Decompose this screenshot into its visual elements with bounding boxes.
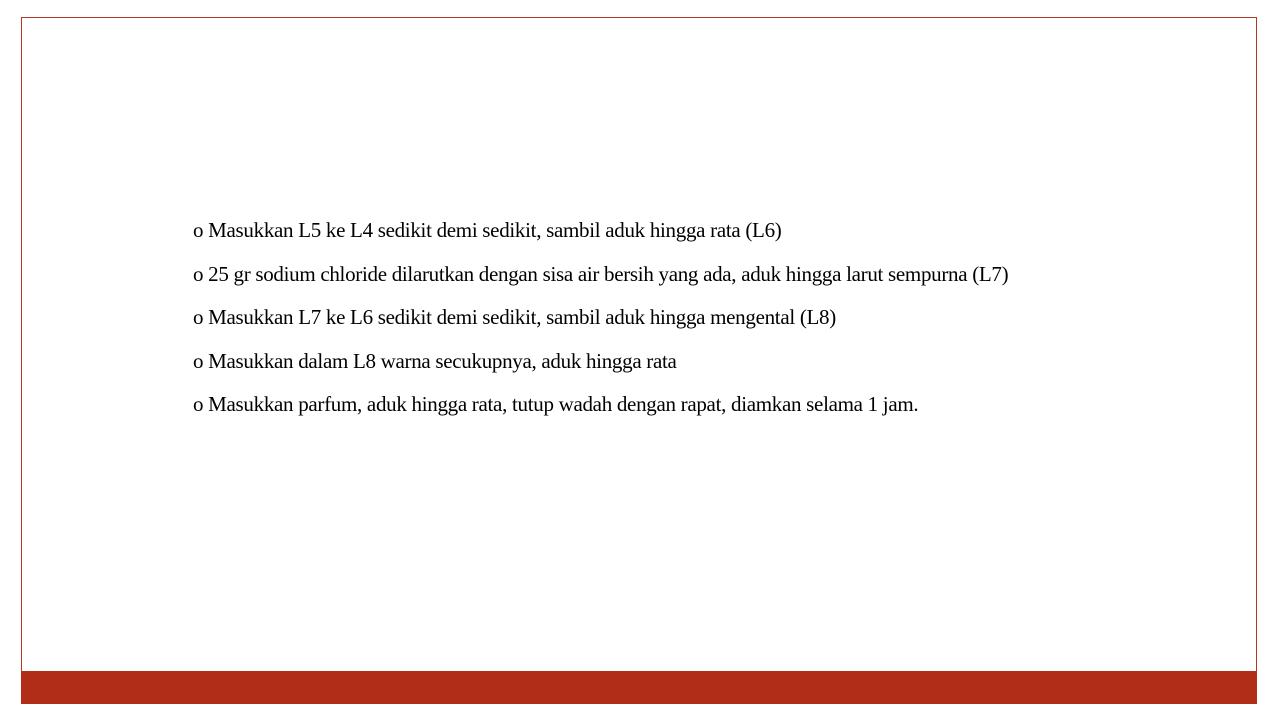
bullet-list (193, 209, 1095, 427)
bullet-item (193, 253, 1095, 297)
bullet-marker: o (193, 392, 204, 416)
bullet-item (193, 340, 1095, 384)
bullet-text: Masukkan L7 ke L6 sedikit demi sedikit, sambil aduk hingga mengental (L8) (208, 305, 836, 329)
bullet-marker: o (193, 218, 204, 242)
bullet-marker: o (193, 261, 204, 286)
bullet-text: Masukkan parfum, aduk hingga rata, tutup wadah dengan rapat, diamkan selama 1 jam. (208, 392, 919, 416)
bullet-text: Masukkan dalam L8 warna secukupnya, aduk hingga rata (208, 348, 677, 373)
bullet-marker: o (193, 348, 204, 373)
bullet-item (193, 383, 1095, 427)
bullet-item (193, 296, 1095, 340)
bullet-marker: o (193, 305, 204, 329)
footer-accent-bar (21, 671, 1257, 704)
bullet-item (193, 209, 1095, 253)
bullet-text: 25 gr sodium chloride dilarutkan dengan sisa air bersih yang ada, aduk hingga larut sempurna (L7) (208, 261, 1009, 286)
bullet-text: Masukkan L5 ke L4 sedikit demi sedikit, sambil aduk hingga rata (L6) (208, 218, 782, 242)
